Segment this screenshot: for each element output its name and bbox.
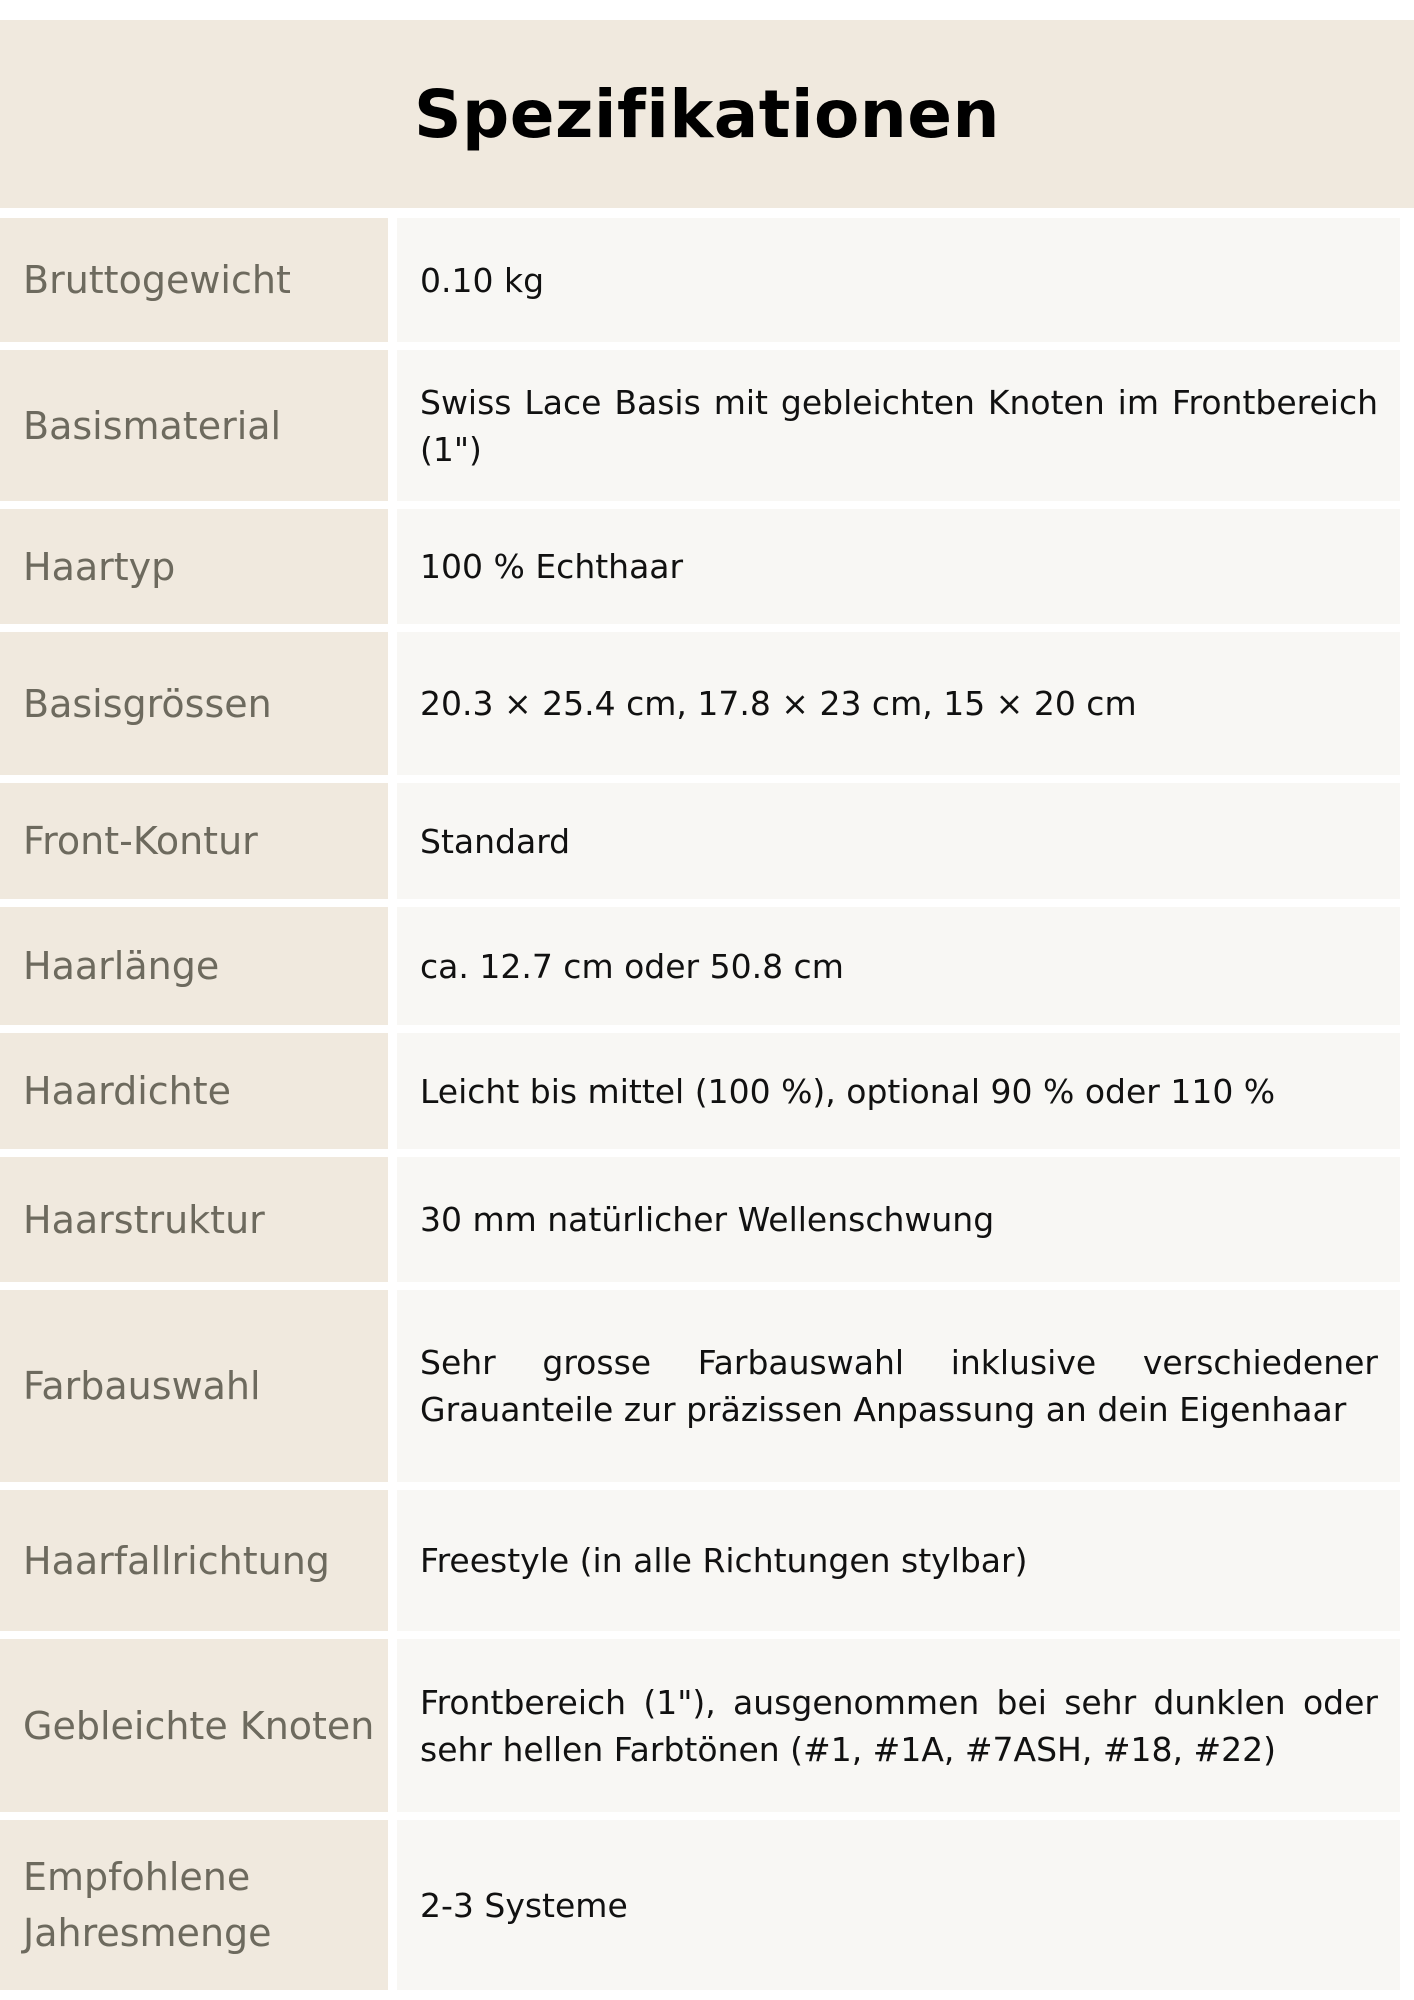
spec-label: Front-Kontur <box>0 783 388 899</box>
spec-label: Farbauswahl <box>0 1290 388 1482</box>
spec-label: Bruttogewicht <box>0 218 388 342</box>
spec-table <box>0 218 1414 1990</box>
spec-value-text: 20.3 × 25.4 cm, 17.8 × 23 cm, 15 × 20 cm <box>420 684 1137 723</box>
spec-value <box>397 907 1400 1025</box>
spec-label: Haarlänge <box>0 907 388 1025</box>
spec-value-text: Standard <box>420 821 571 861</box>
spec-value-text: Freestyle (in alle Richtungen stylbar) <box>420 1541 1028 1580</box>
spec-row <box>0 632 1414 775</box>
spec-label: Haarstruktur <box>0 1157 388 1282</box>
spec-value <box>397 783 1400 899</box>
spec-label: Basisgrössen <box>0 632 388 775</box>
spec-row <box>0 1639 1414 1812</box>
spec-label: Haarfallrichtung <box>0 1490 388 1631</box>
spec-value-text: 2-3 Systeme <box>420 1885 628 1925</box>
spec-value-text: 100 % Echthaar <box>420 547 684 586</box>
spec-value <box>397 218 1400 342</box>
spec-label: Haartyp <box>0 509 388 624</box>
spec-value <box>397 1490 1400 1631</box>
spec-row <box>0 1820 1414 1990</box>
spec-value <box>397 1290 1400 1482</box>
spec-value-text: Swiss Lace Basis mit gebleichten Knoten im Frontbereich (1") <box>420 382 1378 469</box>
spec-value <box>397 350 1400 501</box>
title-bar <box>0 20 1414 208</box>
spec-value-text: 0.10 kg <box>420 260 545 300</box>
page-title: Spezifikationen <box>413 75 1001 153</box>
spec-label: Empfohlene Jahresmenge <box>0 1820 388 1990</box>
spec-sheet <box>0 20 1414 1998</box>
spec-value-text: Frontbereich (1"), ausgenommen bei sehr dunklen oder sehr hellen Farbtönen (#1, #1A, #7ASH, #18, #22) <box>420 1682 1378 1769</box>
spec-value <box>397 632 1400 775</box>
spec-row <box>0 509 1414 624</box>
spec-row <box>0 783 1414 899</box>
spec-value-text: Sehr grosse Farbauswahl inklusive verschiedener Grauanteile zur präzissen Anpassung an dein Eigenhaar <box>420 1343 1378 1429</box>
spec-value-text: ca. 12.7 cm oder 50.8 cm <box>420 946 844 986</box>
spec-row <box>0 1157 1414 1282</box>
spec-value <box>397 1639 1400 1812</box>
spec-row <box>0 350 1414 501</box>
spec-value <box>397 1033 1400 1149</box>
spec-value <box>397 1820 1400 1990</box>
spec-row <box>0 1490 1414 1631</box>
spec-row <box>0 907 1414 1025</box>
spec-value-text: 30 mm natürlicher Wellenschwung <box>420 1200 995 1239</box>
spec-label: Gebleichte Knoten <box>0 1639 388 1812</box>
spec-row <box>0 1033 1414 1149</box>
spec-row <box>0 1290 1414 1482</box>
spec-value <box>397 509 1400 624</box>
spec-label: Haardichte <box>0 1033 388 1149</box>
spec-value-text: Leicht bis mittel (100 %), optional 90 % oder 110 % <box>420 1071 1276 1111</box>
spec-label: Basismaterial <box>0 350 388 501</box>
spec-row <box>0 218 1414 342</box>
spec-value <box>397 1157 1400 1282</box>
